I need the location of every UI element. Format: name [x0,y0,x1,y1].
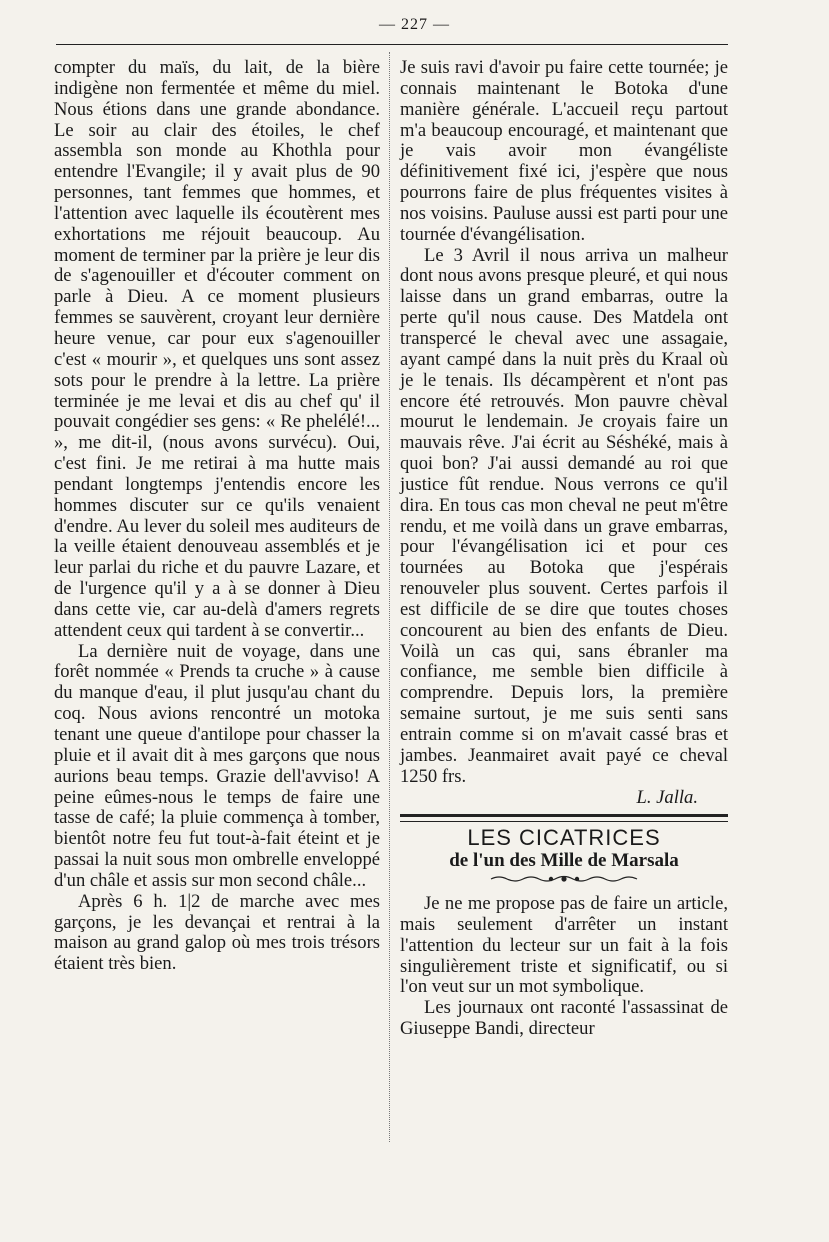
article-title: LES CICATRICES [467,825,661,851]
article-paragraph-1: Je ne me propose pas de faire un article, mais seulement d'arrêter un instant l'attention du lecteur sur un fait à la fois singulièrement triste et significatif, ou si l'on veut sur un mot symbolique. [400,893,728,998]
left-paragraph-1: compter du maïs, du lait, de la bière indigène non fermentée et même du miel. Nous étions dans une grande abondance. Le soir au clair des étoiles, le chef assembla son monde au Khothla pour entendre l'Evangile; il y avait plus de 90 personnes, tant femmes que hommes, et l'attention avec laquelle ils écoutèrent mes exhortations me réjouit beaucoup. Au moment de terminer par la prière je leur dis de s'agenouiller et d'écouter comment on parle à Dieu. A ce moment plusieurs femmes se sauvèrent, croyant leur dernière heure venue, car pour eux s'agenouiller c'est « mourir », et quelques uns sont assez sots pour le prendre à la lettre. La prière terminée je me levai et dis au chef qu' il pouvait congédier ses gens: « Re phelélé!... », me dit-il, (nous avons survécu). Oui, c'est fini. Je me retirai à ma hutte mais pendant longtemps j'entendis encore les hommes discuter sur ce qu'ils venaient d'endre. Au lever du soleil mes auditeurs de la veille étaient denouveau assemblés et je leur parlai du riche et du pauvre Lazare, et de l'urgence qu'il y a à se donner à Dieu dans cette vie, car au-delà d'amers regrets attendent ceux qui tardent à se convertir... [54,57,380,641]
section-rule-thin [400,821,728,822]
right-paragraph-1: Je suis ravi d'avoir pu faire cette tournée; je connais maintenant le Botoka d'une manière générale. L'accueil reçu partout m'a beaucoup encouragé, et maintenant que je vais avoir mon évangéliste définitivement fixé ici, j'espère que nous pourrons faire de plus fréquentes visites à nos voisins. Pauluse aussi est parti pour une tournée d'évangélisation. [400,57,728,245]
header-rule [56,44,728,45]
author-signature: L. Jalla. [636,786,698,808]
ornament-divider [400,874,728,888]
column-divider [389,52,390,1142]
right-column [400,58,728,1040]
page-number: — 227 — [379,16,450,33]
left-paragraph-3: Après 6 h. 1|2 de marche avec mes garçons, je les devançai et rentrai à la maison au grand galop où mes trois trésors étaient très bien. [54,890,380,975]
left-paragraph-2: La dernière nuit de voyage, dans une forêt nommée « Prends ta cruche » à cause du manque d'eau, il plut jusqu'au chant du coq. Nous avions rencontré un motoka tenant une queue d'antilope pour chasser la pluie et il avait dit à mes garçons que nous aurions beau temps. Grazie dell'avviso! A peine eûmes-nous le temps de faire une tasse de café; la pluie commença à tomber, bientôt notre feu fut tout-à-fait éteint et je passai la nuit sous mon ombrelle enveloppé d'un châle et assis sur mon second châle... [54,640,380,891]
right-paragraph-2: Le 3 Avril il nous arriva un malheur dont nous avons presque pleuré, et qui nous laisse dans un grand embarras, outre la perte qu'il nous cause. Des Matdela ont transpercé le cheval avec une assagaie, ayant campé dans la nuit près du Kraal où je le tenais. Ils décampèrent et n'ont pas encore été retrouvés. Mon pauvre chèval mourut le lendemain. Je croyais faire un mauvais rêve. J'ai écrit au Séshéké, mais à quoi bon? J'ai aussi demandé au roi que justice fût rendue. Nous verrons ce qu'il dira. En tous cas mon cheval ne peut m'être rendu, et me voilà dans un grave embarras, pour l'évangélisation ici et pour ces tournées au Botoka que j'espérais renouveler plus souvent. Certes parfois il est difficile de se dire que toutes choses concourent au bien des enfants de Dieu. Voilà un cas qui, sans ébranler ma confiance, me semble bien difficile à comprendre. Depuis lors, la première semaine surtout, je me suis senti sans entrain comme si on m'avait cassé bras et jambes. Jeanmairet avait payé ce cheval 1250 frs. [400,244,728,787]
article-paragraph-2: Les journaux ont raconté l'assassinat de Giuseppe Bandi, directeur [400,997,728,1040]
article-subtitle: de l'un des Mille de Marsala [449,850,679,872]
left-column [54,58,380,975]
section-rule-thick [400,814,728,817]
flourish-ornament-icon [489,874,639,884]
